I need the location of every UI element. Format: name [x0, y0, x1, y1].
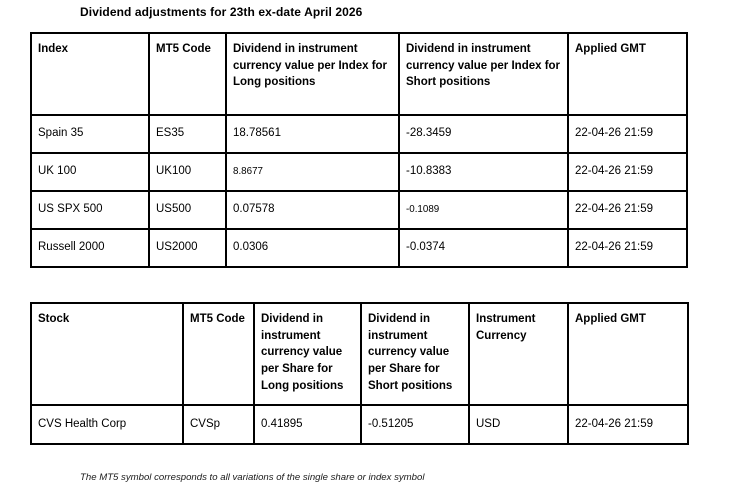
cell-dividend-long: 0.0306 [226, 229, 399, 267]
cell-dividend-short: -0.51205 [361, 405, 469, 444]
col-header-dividend-long: Dividend in instrument currency value per Share for Long positions [254, 303, 361, 405]
cell-index-name: UK 100 [31, 153, 149, 191]
col-header-dividend-long: Dividend in instrument currency value per Index for Long positions [226, 33, 399, 115]
cell-dividend-short: -28.3459 [399, 115, 568, 153]
col-header-stock: Stock [31, 303, 183, 405]
cell-mt5-code: US500 [149, 191, 226, 229]
cell-dividend-long: 8.8677 [226, 153, 399, 191]
page-title: Dividend adjustments for 23th ex-date April 2026 [80, 5, 363, 19]
cell-stock-name: CVS Health Corp [31, 405, 183, 444]
index-dividends-table [30, 32, 688, 268]
col-header-applied-gmt: Applied GMT [568, 303, 688, 405]
col-header-mt5-code: MT5 Code [183, 303, 254, 405]
cell-applied-gmt: 22-04-26 21:59 [568, 229, 687, 267]
cell-instrument-currency: USD [469, 405, 568, 444]
stock-dividends-table [30, 302, 689, 445]
col-header-applied-gmt: Applied GMT [568, 33, 687, 115]
cell-index-name: US SPX 500 [31, 191, 149, 229]
cell-applied-gmt: 22-04-26 21:59 [568, 191, 687, 229]
index-table-header-row [31, 33, 687, 115]
mt5-symbol-footnote: The MT5 symbol corresponds to all variations of the single share or index symbol [80, 472, 425, 483]
stock-table-header-row [31, 303, 688, 405]
cell-dividend-long: 18.78561 [226, 115, 399, 153]
cell-dividend-long: 0.41895 [254, 405, 361, 444]
col-header-mt5-code: MT5 Code [149, 33, 226, 115]
cell-mt5-code: UK100 [149, 153, 226, 191]
table-row-us500 [31, 191, 687, 229]
cell-dividend-long: 0.07578 [226, 191, 399, 229]
cell-index-name: Russell 2000 [31, 229, 149, 267]
table-row-us2000 [31, 229, 687, 267]
col-header-dividend-short: Dividend in instrument currency value per Share for Short positions [361, 303, 469, 405]
cell-index-name: Spain 35 [31, 115, 149, 153]
col-header-instrument-currency: Instrument Currency [469, 303, 568, 405]
cell-applied-gmt: 22-04-26 21:59 [568, 405, 688, 444]
table-row-cvs [31, 405, 688, 444]
cell-applied-gmt: 22-04-26 21:59 [568, 153, 687, 191]
cell-dividend-short: -0.1089 [399, 191, 568, 229]
cell-mt5-code: ES35 [149, 115, 226, 153]
cell-dividend-short: -0.0374 [399, 229, 568, 267]
col-header-index: Index [31, 33, 149, 115]
cell-dividend-short: -10.8383 [399, 153, 568, 191]
cell-mt5-code: CVSp [183, 405, 254, 444]
table-row-spain35 [31, 115, 687, 153]
cell-applied-gmt: 22-04-26 21:59 [568, 115, 687, 153]
col-header-dividend-short: Dividend in instrument currency value per Index for Short positions [399, 33, 568, 115]
table-row-uk100 [31, 153, 687, 191]
cell-mt5-code: US2000 [149, 229, 226, 267]
